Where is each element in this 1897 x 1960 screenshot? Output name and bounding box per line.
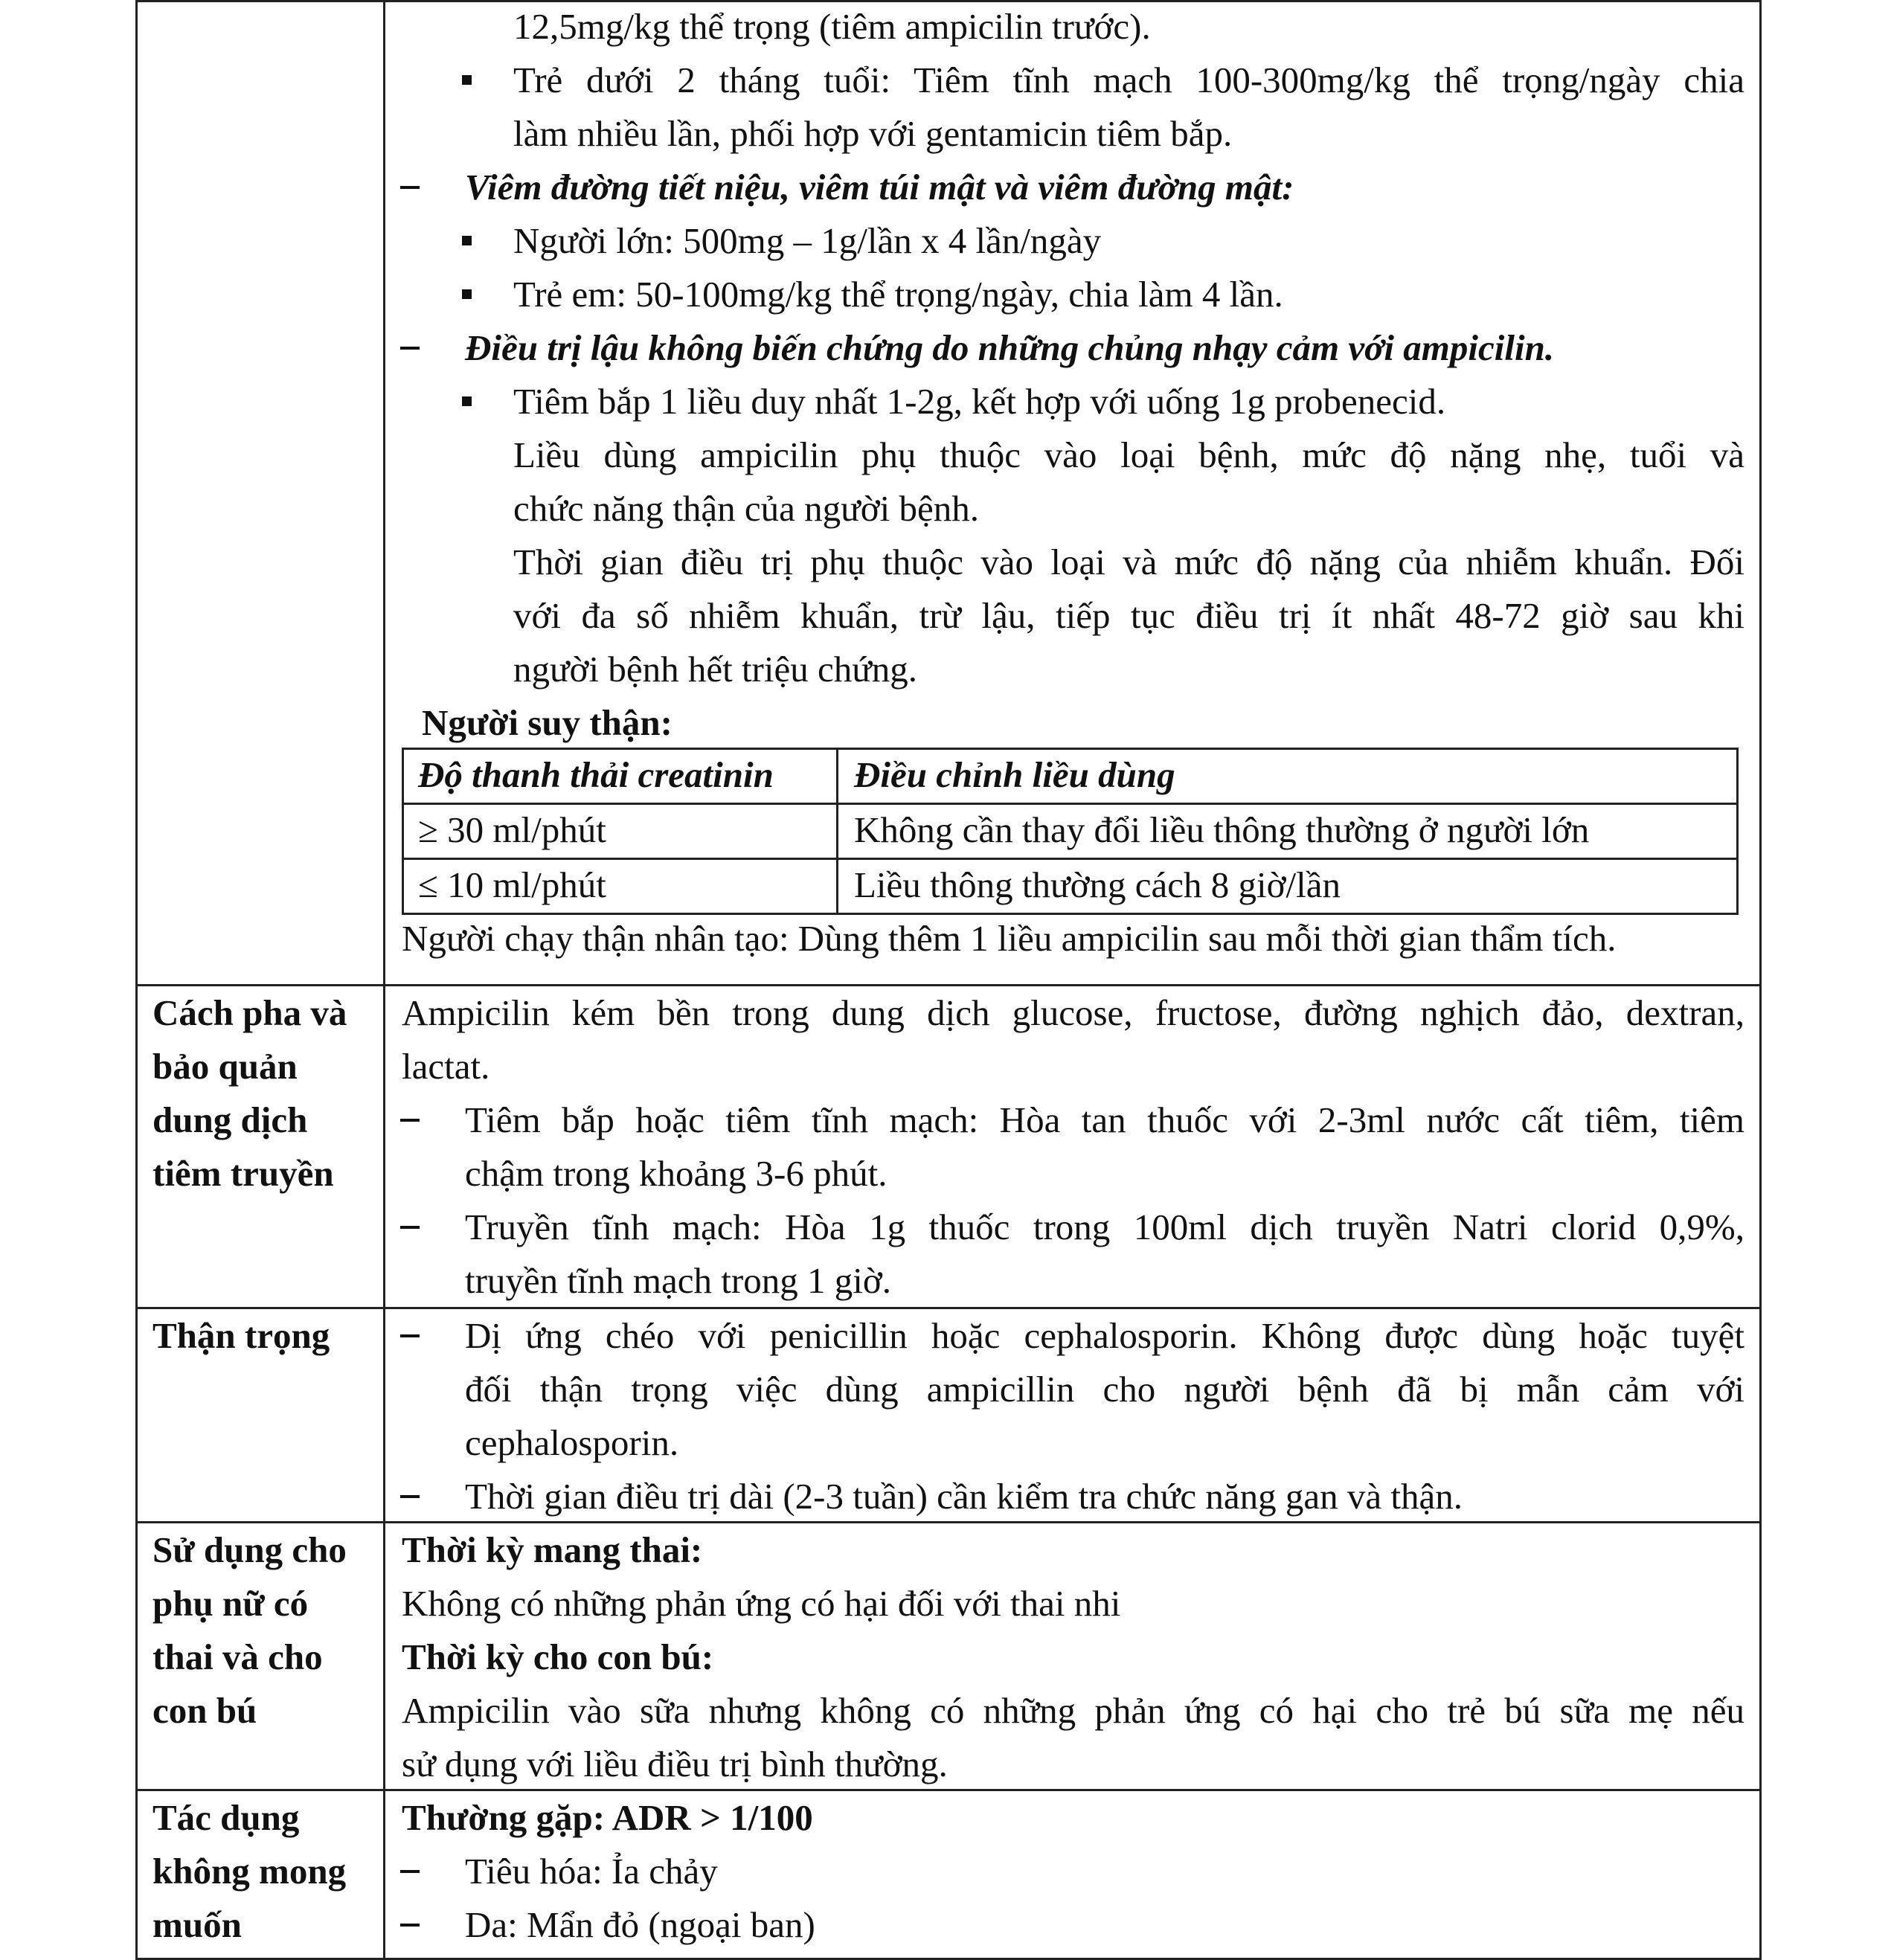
preparation-intro-line: lactat. [402, 1046, 490, 1087]
gonorrhea-heading: Điều trị lậu không biến chứng do những chủng nhạy cảm với ampicilin. [465, 327, 1555, 368]
urinary-heading: Viêm đường tiết niệu, viêm túi mật và viêm đường mật: [465, 167, 1294, 208]
dash-bullet [400, 1870, 420, 1873]
renal-row-clearance: ≥ 30 ml/phút [418, 809, 606, 850]
caution-long-term: Thời gian điều trị dài (2-3 tuần) cần kiểm tra chức năng gan và thận. [465, 1476, 1463, 1517]
dash-bullet [400, 1119, 420, 1122]
duration-note-line: người bệnh hết triệu chứng. [513, 649, 918, 690]
table-border-right [1759, 0, 1762, 1960]
duration-note-line: với đa số nhiễm khuẩn, trừ lậu, tiếp tục điều trị ít nhất 48-72 giờ sau khi [513, 595, 1744, 636]
caution-allergy-line: Dị ứng chéo với penicillin hoặc cephalosporin. Không được dùng hoặc tuyệt [465, 1315, 1744, 1356]
preparation-im-line: chậm trong khoảng 3-6 phút. [465, 1153, 887, 1194]
dash-bullet [400, 1495, 420, 1498]
table-column-divider [383, 0, 385, 1960]
row-label-line: Tác dụng [153, 1797, 300, 1838]
urinary-child-dose: Trẻ em: 50-100mg/kg thể trọng/ngày, chia làm 4 lần. [513, 274, 1283, 315]
dash-bullet [400, 1226, 420, 1229]
row-label-line: muốn [153, 1904, 242, 1945]
row-label-line: dung dịch [153, 1099, 308, 1140]
pregnancy-heading: Thời kỳ mang thai: [402, 1529, 703, 1570]
dash-bullet [400, 347, 420, 350]
preparation-iv-line: Truyền tĩnh mạch: Hòa 1g thuốc trong 100ml dịch truyền Natri clorid 0,9%, [465, 1206, 1744, 1247]
row-label-preparation [153, 986, 347, 1201]
row-label-line: Sử dụng cho [153, 1529, 347, 1570]
renal-table-border [1736, 748, 1739, 915]
row-label-line: tiêm truyền [153, 1153, 334, 1194]
row-label-line: phụ nữ có [153, 1583, 309, 1624]
gonorrhea-dose: Tiêm bắp 1 liều duy nhất 1-2g, kết hợp với uống 1g probenecid. [513, 381, 1446, 422]
dialysis-note: Người chạy thận nhân tạo: Dùng thêm 1 liều ampicilin sau mỗi thời gian thẩm tích. [402, 918, 1617, 959]
dash-bullet [400, 1334, 420, 1337]
adverse-digestive: Tiêu hóa: Ỉa chảy [465, 1851, 718, 1892]
renal-col-header-clearance: Độ thanh thải creatinin [418, 754, 774, 795]
renal-row-adjustment: Không cần thay đổi liều thông thường ở người lớn [854, 809, 1590, 850]
renal-col-header-adjustment: Điều chỉnh liều dùng [854, 754, 1175, 795]
renal-heading: Người suy thận: [422, 702, 673, 743]
caution-allergy-line: đối thận trọng việc dùng ampicillin cho người bệnh đã bị mẫn cảm với [465, 1369, 1744, 1410]
preparation-iv-line: truyền tĩnh mạch trong 1 giờ. [465, 1260, 891, 1301]
urinary-adult-dose: Người lớn: 500mg – 1g/lần x 4 lần/ngày [513, 220, 1102, 261]
renal-row-adjustment: Liều thông thường cách 8 giờ/lần [854, 864, 1341, 905]
renal-table-border [836, 748, 838, 915]
row-label-line: thai và cho [153, 1636, 323, 1677]
lactation-heading: Thời kỳ cho con bú: [402, 1636, 714, 1677]
dosage-continuation-line: 12,5mg/kg thể trọng (tiêm ampicilin trước). [513, 6, 1151, 47]
row-label-line: bảo quản [153, 1046, 298, 1087]
preparation-im-line: Tiêm bắp hoặc tiêm tĩnh mạch: Hòa tan thuốc với 2-3ml nước cất tiêm, tiêm [465, 1099, 1744, 1140]
duration-note-line: Thời gian điều trị phụ thuộc vào loại và mức độ nặng của nhiễm khuẩn. Đối [513, 542, 1744, 582]
caution-allergy-line: cephalosporin. [465, 1422, 679, 1463]
preparation-intro-line: Ampicilin kém bền trong dung dịch glucose, fructose, đường nghịch đảo, dextran, [402, 992, 1744, 1033]
lactation-line: Ampicilin vào sữa nhưng không có những phản ứng có hại cho trẻ bú sữa mẹ nếu [402, 1690, 1744, 1731]
adverse-common-heading: Thường gặp: ADR > 1/100 [402, 1797, 813, 1838]
renal-row-clearance: ≤ 10 ml/phút [418, 864, 606, 905]
table-border-left [135, 0, 138, 1960]
row-label-line: Cách pha và [153, 992, 347, 1033]
row-label-pregnancy [153, 1523, 347, 1738]
bullet-square [462, 236, 472, 245]
infant-dosage-line: Trẻ dưới 2 tháng tuổi: Tiêm tĩnh mạch 100-300mg/kg thể trọng/ngày chia [513, 60, 1744, 100]
dash-bullet [400, 1924, 420, 1927]
row-label-adverse [153, 1791, 346, 1952]
row-label-line: Thận trọng [153, 1315, 330, 1356]
infant-dosage-line: làm nhiều lần, phối hợp với gentamicin tiêm bắp. [513, 113, 1233, 154]
bullet-square [462, 396, 472, 406]
dose-note-line: Liều dùng ampicilin phụ thuộc vào loại bệnh, mức độ nặng nhẹ, tuổi và [513, 434, 1744, 475]
lactation-line: sử dụng với liều điều trị bình thường. [402, 1744, 948, 1784]
renal-table-border [402, 748, 404, 915]
row-divider [135, 1789, 1762, 1791]
pregnancy-text: Không có những phản ứng có hại đối với thai nhi [402, 1583, 1121, 1624]
bullet-square [462, 75, 472, 85]
adverse-skin: Da: Mẩn đỏ (ngoại ban) [465, 1904, 815, 1945]
dose-note-line: chức năng thận của người bệnh. [513, 488, 979, 529]
dash-bullet [400, 186, 420, 189]
row-label-line: con bú [153, 1690, 257, 1731]
row-label-caution [153, 1309, 330, 1363]
row-label-line: không mong [153, 1851, 347, 1892]
bullet-square [462, 289, 472, 299]
